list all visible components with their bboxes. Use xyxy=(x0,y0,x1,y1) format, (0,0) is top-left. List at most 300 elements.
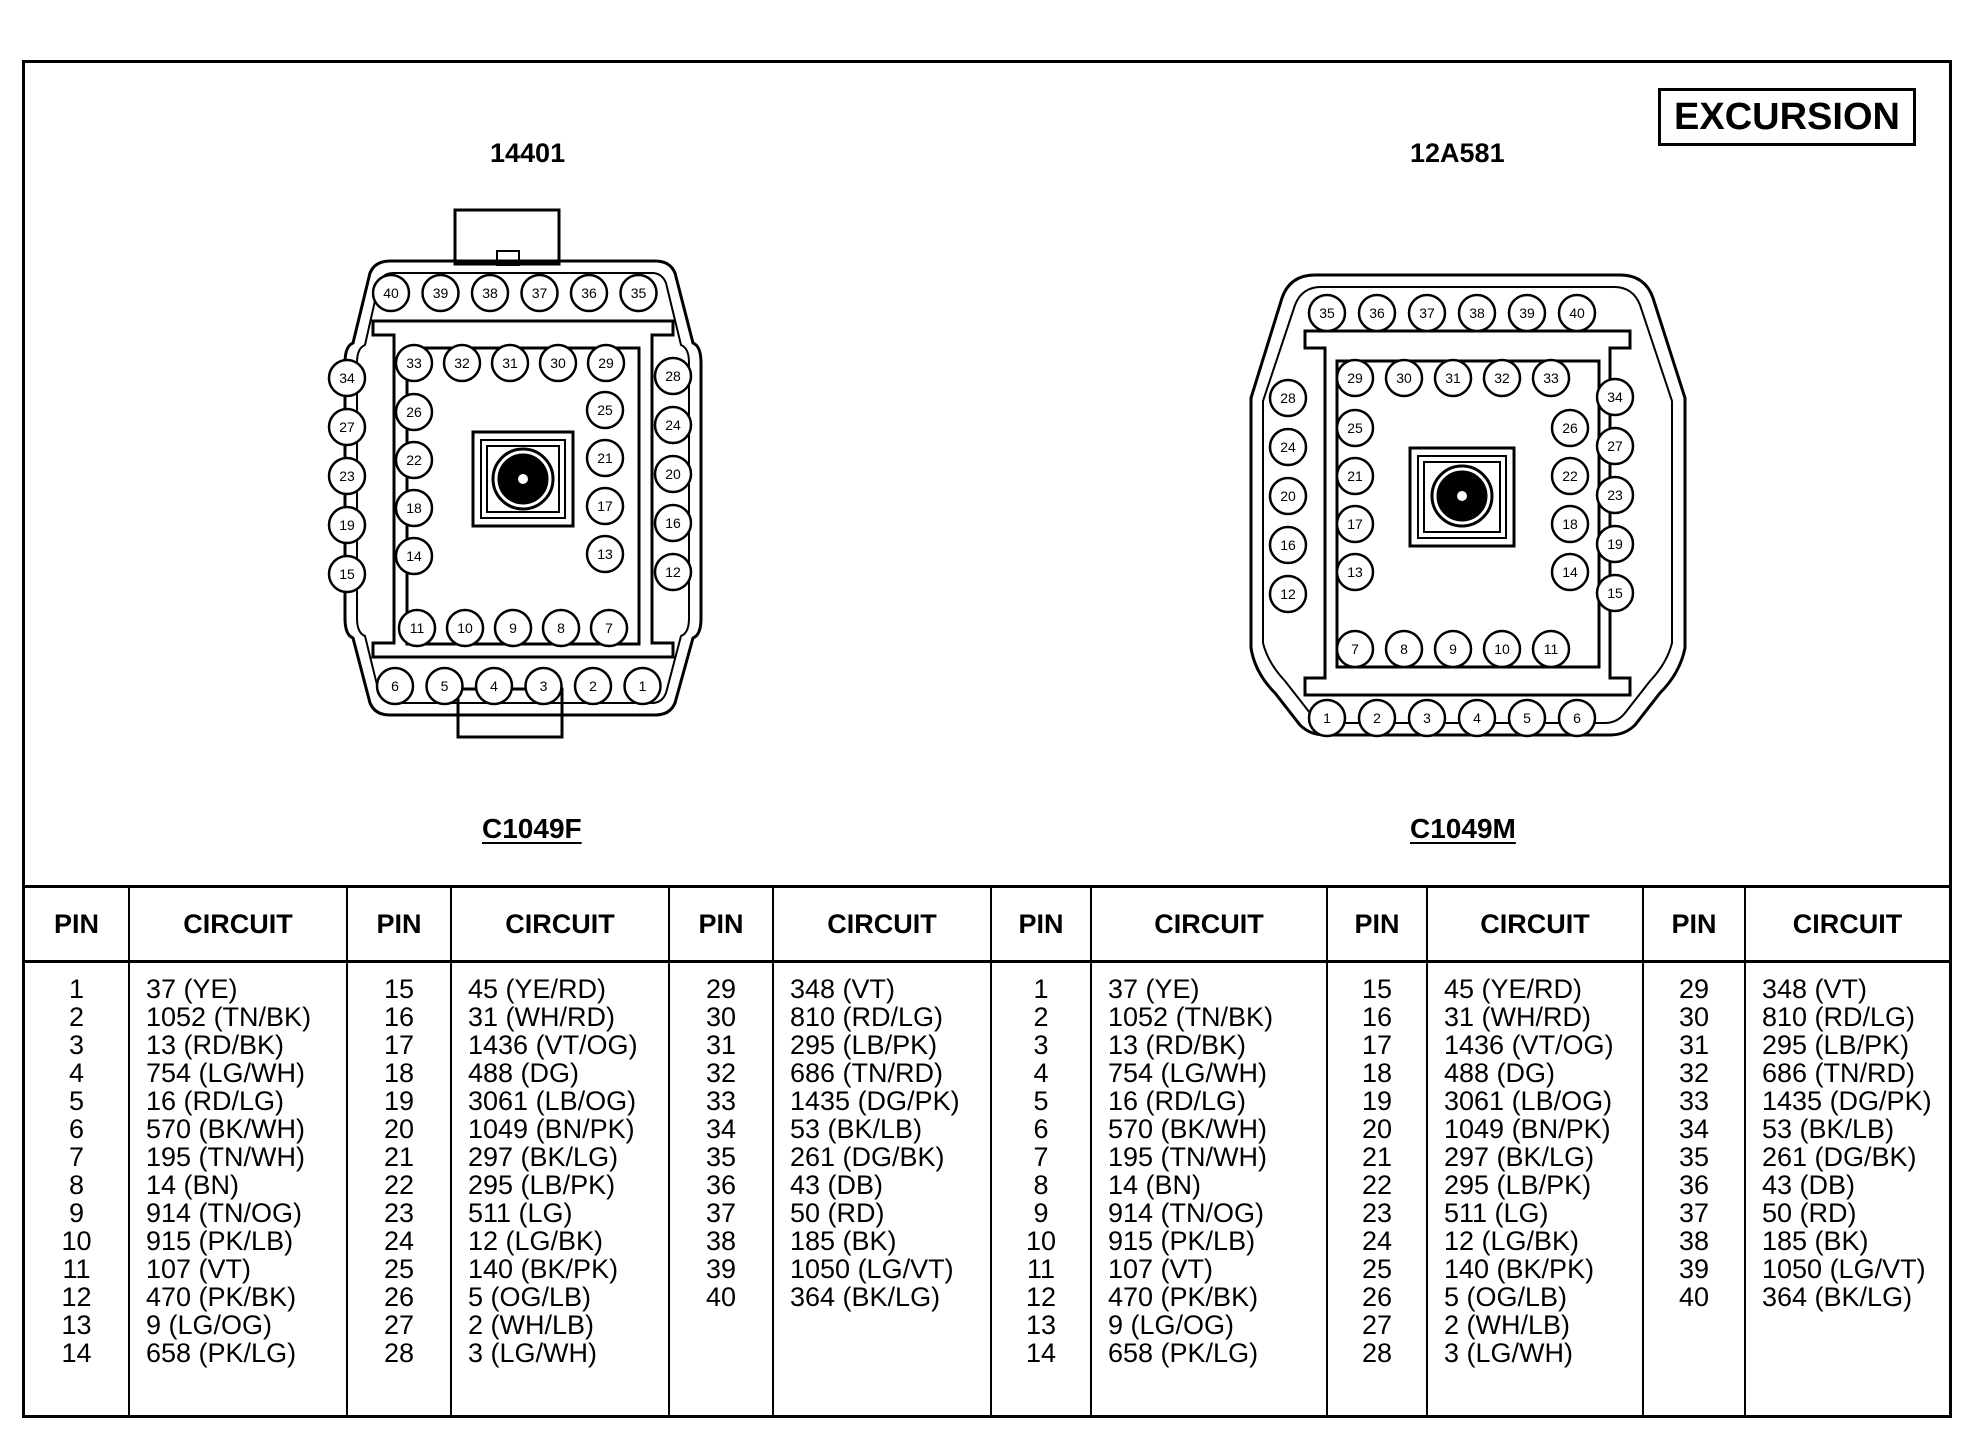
pin-circle xyxy=(588,345,624,381)
pin-number: 23 xyxy=(1361,1198,1393,1228)
pin-label: 29 xyxy=(1347,370,1363,386)
pin-circle xyxy=(1559,700,1595,736)
circuit-value: 50 (RD) xyxy=(790,1198,885,1228)
pin-circle xyxy=(1309,295,1345,331)
pin-label: 37 xyxy=(1419,305,1435,321)
pin-label: 31 xyxy=(1445,370,1461,386)
pin-label: 40 xyxy=(1569,305,1585,321)
pin-circle xyxy=(373,275,409,311)
pin-number: 17 xyxy=(383,1030,415,1060)
circuit-value: 1436 (VT/OG) xyxy=(468,1030,638,1060)
pin-label: 14 xyxy=(406,548,422,564)
pin-label: 38 xyxy=(482,285,498,301)
pin-number: 7 xyxy=(1033,1142,1049,1172)
circuit-value: 570 (BK/WH) xyxy=(1108,1114,1268,1144)
pin-label: 21 xyxy=(597,450,613,466)
pin-circle xyxy=(1597,428,1633,464)
pin-label: 34 xyxy=(1607,389,1623,405)
circuit-value: 9 (LG/OG) xyxy=(146,1310,273,1340)
pin-number: 32 xyxy=(1678,1058,1710,1088)
circuit-value: 14 (BN) xyxy=(1108,1170,1202,1200)
pin-number: 22 xyxy=(383,1170,415,1200)
pin-circle xyxy=(423,275,459,311)
pin-circle xyxy=(329,409,365,445)
pin-label: 13 xyxy=(597,546,613,562)
pin-number: 32 xyxy=(705,1058,737,1088)
pin-label: 14 xyxy=(1562,564,1578,580)
pin-number: 27 xyxy=(1361,1310,1393,1340)
pin-label: 35 xyxy=(1319,305,1335,321)
pin-number: 20 xyxy=(383,1114,415,1144)
pin-circle xyxy=(591,610,627,646)
circuit-value: 754 (LG/WH) xyxy=(1108,1058,1268,1088)
header-pin: PIN xyxy=(991,887,1091,962)
pin-circle xyxy=(587,536,623,572)
pin-circle xyxy=(1337,458,1373,494)
pin-label: 17 xyxy=(597,498,613,514)
circuit-value: 810 (RD/LG) xyxy=(790,1002,944,1032)
pin-label: 21 xyxy=(1347,468,1363,484)
pin-number: 8 xyxy=(68,1170,85,1200)
circuit-value: 9 (LG/OG) xyxy=(1108,1310,1235,1340)
pin-label: 7 xyxy=(605,620,613,636)
pin-number: 39 xyxy=(1678,1254,1710,1284)
circuit-value: 364 (BK/LG) xyxy=(1762,1282,1913,1312)
pin-circle xyxy=(1552,506,1588,542)
pin-circle xyxy=(540,345,576,381)
table-header-row xyxy=(25,887,1949,962)
pin-number: 37 xyxy=(705,1198,737,1228)
circuit-value: 295 (LB/PK) xyxy=(1762,1030,1910,1060)
circuit-value: 488 (DG) xyxy=(468,1058,580,1088)
pin-label: 24 xyxy=(665,417,681,433)
circuit-value: 1050 (LG/VT) xyxy=(1762,1254,1926,1284)
pin-label: 34 xyxy=(339,370,355,386)
circuit-value: 570 (BK/WH) xyxy=(146,1114,306,1144)
header-circuit: CIRCUIT xyxy=(1091,887,1327,962)
header-pin: PIN xyxy=(1643,887,1745,962)
table-body-row xyxy=(25,962,1949,1416)
pin-number: 31 xyxy=(705,1030,737,1060)
pin-label: 36 xyxy=(581,285,597,301)
pin-circle xyxy=(1309,700,1345,736)
pin-number: 37 xyxy=(1678,1198,1710,1228)
pin-number: 11 xyxy=(1026,1254,1056,1284)
pin-label: 3 xyxy=(539,678,548,694)
pin-number: 13 xyxy=(61,1310,92,1340)
pin-number: 10 xyxy=(1025,1226,1057,1256)
pin-number: 9 xyxy=(1033,1198,1049,1228)
pin-number: 38 xyxy=(705,1226,737,1256)
header-circuit: CIRCUIT xyxy=(1427,887,1643,962)
pin-circle xyxy=(1459,700,1495,736)
pin-number: 33 xyxy=(1678,1086,1710,1116)
pin-number: 36 xyxy=(1678,1170,1710,1200)
pin-circle xyxy=(655,358,691,394)
pin-label: 12 xyxy=(665,564,681,580)
circuit-value: 2 (WH/LB) xyxy=(1444,1310,1571,1340)
pin-label: 1 xyxy=(1323,710,1331,726)
pin-circle xyxy=(427,668,463,704)
pin-label: 22 xyxy=(406,452,422,468)
circuit-value: 12 (LG/BK) xyxy=(468,1226,604,1256)
pin-number: 18 xyxy=(1361,1058,1393,1088)
connector-diagram-area xyxy=(25,63,1949,885)
circuit-value: 43 (DB) xyxy=(1762,1170,1856,1200)
pin-label: 33 xyxy=(1543,370,1559,386)
pin-label: 40 xyxy=(383,285,399,301)
pin-circle xyxy=(526,668,562,704)
pin-circle xyxy=(447,610,483,646)
diagram-frame xyxy=(22,60,1952,1418)
pin-number: 18 xyxy=(383,1058,415,1088)
connector-drawing xyxy=(25,63,1949,885)
circuit-value: 810 (RD/LG) xyxy=(1762,1002,1916,1032)
pin-circle xyxy=(522,275,558,311)
pin-label: 20 xyxy=(1280,488,1296,504)
circuit-value: 1435 (DG/PK) xyxy=(790,1086,960,1116)
pin-circle xyxy=(495,610,531,646)
pin-circle xyxy=(396,490,432,526)
pin-column xyxy=(25,962,129,1416)
pin-number: 21 xyxy=(383,1142,415,1172)
pin-number: 24 xyxy=(383,1226,415,1256)
pin-circle xyxy=(1533,631,1569,667)
pin-number: 6 xyxy=(1033,1114,1049,1144)
circuit-value: 185 (BK) xyxy=(1762,1226,1869,1256)
pin-number: 26 xyxy=(383,1282,415,1312)
pin-circle xyxy=(1337,360,1373,396)
circuit-value: 686 (TN/RD) xyxy=(790,1058,944,1088)
circuit-value: 195 (TN/WH) xyxy=(146,1142,306,1172)
circuit-value: 915 (PK/LB) xyxy=(146,1226,294,1256)
pin-label: 1 xyxy=(638,678,647,694)
circuit-value: 53 (BK/LB) xyxy=(790,1114,923,1144)
pin-circle xyxy=(655,554,691,590)
pin-label: 13 xyxy=(1347,564,1363,580)
pin-label: 33 xyxy=(406,355,422,371)
pin-column xyxy=(347,962,451,1416)
pin-number: 10 xyxy=(61,1226,92,1256)
header-circuit: CIRCUIT xyxy=(1745,887,1949,962)
header-circuit: CIRCUIT xyxy=(129,887,347,962)
pin-number: 34 xyxy=(1678,1114,1710,1144)
circuit-value: 2 (WH/LB) xyxy=(468,1310,595,1340)
circuit-value: 16 (RD/LG) xyxy=(146,1086,285,1116)
pin-label: 27 xyxy=(339,419,355,435)
circuit-value: 1050 (LG/VT) xyxy=(790,1254,954,1284)
pin-label: 28 xyxy=(665,368,681,384)
connector-name-left: C1049F xyxy=(482,813,582,844)
pin-number: 33 xyxy=(705,1086,737,1116)
pin-label: 30 xyxy=(1396,370,1412,386)
pin-label: 3 xyxy=(1423,710,1431,726)
pin-circle xyxy=(492,345,528,381)
pin-number: 38 xyxy=(1678,1226,1710,1256)
pin-number: 26 xyxy=(1361,1282,1393,1312)
pin-number: 3 xyxy=(1033,1030,1049,1060)
pin-label: 22 xyxy=(1562,468,1578,484)
pin-label: 26 xyxy=(406,404,422,420)
circuit-value: 3061 (LB/OG) xyxy=(468,1086,637,1116)
pin-number: 2 xyxy=(1033,1002,1049,1032)
circuit-value: 37 (YE) xyxy=(146,974,238,1004)
circuit-value: 3 (LG/WH) xyxy=(468,1338,598,1368)
circuit-value: 43 (DB) xyxy=(790,1170,884,1200)
pin-number: 25 xyxy=(1361,1254,1393,1284)
circuit-value: 297 (BK/LG) xyxy=(468,1142,619,1172)
pin-label: 35 xyxy=(630,285,647,301)
pin-number: 1 xyxy=(68,974,85,1004)
circuit-column xyxy=(1745,962,1949,1416)
circuit-value: 1436 (VT/OG) xyxy=(1444,1030,1614,1060)
pin-label: 8 xyxy=(557,620,565,636)
pin-number: 14 xyxy=(1025,1338,1057,1368)
pin-circle xyxy=(1386,631,1422,667)
pin-number: 5 xyxy=(1033,1086,1049,1116)
pin-circle xyxy=(1270,478,1306,514)
circuit-value: 3061 (LB/OG) xyxy=(1444,1086,1613,1116)
pin-number: 36 xyxy=(705,1170,737,1200)
pin-circle xyxy=(396,442,432,478)
pin-number: 28 xyxy=(383,1338,415,1368)
pin-number: 16 xyxy=(383,1002,415,1032)
pin-number: 40 xyxy=(705,1282,737,1312)
header-pin: PIN xyxy=(25,887,129,962)
circuit-value: 5 (OG/LB) xyxy=(1444,1282,1568,1312)
circuit-value: 348 (VT) xyxy=(790,974,896,1004)
pin-label: 11 xyxy=(409,620,425,636)
circuit-value: 1052 (TN/BK) xyxy=(146,1002,312,1032)
pin-circle xyxy=(444,345,480,381)
pin-label: 37 xyxy=(531,285,548,301)
pin-circle xyxy=(1484,360,1520,396)
pin-circle xyxy=(655,407,691,443)
circuit-column xyxy=(451,962,669,1416)
pin-number: 35 xyxy=(1678,1142,1710,1172)
circuit-value: 914 (TN/OG) xyxy=(1108,1198,1265,1228)
pin-circle xyxy=(655,505,691,541)
pin-label: 30 xyxy=(550,355,566,371)
pin-number: 27 xyxy=(383,1310,415,1340)
pin-circle xyxy=(1386,360,1422,396)
circuit-value: 1435 (DG/PK) xyxy=(1762,1086,1932,1116)
pin-label: 38 xyxy=(1469,305,1485,321)
circuit-value: 5 (OG/LB) xyxy=(468,1282,592,1312)
pin-label: 2 xyxy=(589,678,597,694)
pin-number: 34 xyxy=(705,1114,737,1144)
pin-number: 17 xyxy=(1361,1030,1393,1060)
pin-number: 22 xyxy=(1361,1170,1393,1200)
pin-circle xyxy=(587,440,623,476)
pin-circle xyxy=(655,456,691,492)
pin-label: 5 xyxy=(440,678,449,694)
circuit-value: 915 (PK/LB) xyxy=(1108,1226,1256,1256)
pin-column xyxy=(1327,962,1427,1416)
pin-circle xyxy=(1552,554,1588,590)
pin-number: 25 xyxy=(383,1254,415,1284)
pin-label: 32 xyxy=(454,355,470,371)
pin-circle xyxy=(1552,410,1588,446)
circuit-value: 16 (RD/LG) xyxy=(1108,1086,1247,1116)
pin-label: 16 xyxy=(665,515,681,531)
pin-circle xyxy=(1509,700,1545,736)
pin-circle xyxy=(587,488,623,524)
pin-label: 19 xyxy=(1607,536,1623,552)
pin-circle xyxy=(1359,295,1395,331)
pin-label: 17 xyxy=(1347,516,1363,532)
circuit-value: 107 (VT) xyxy=(1108,1254,1214,1284)
circuit-value: 295 (LB/PK) xyxy=(1444,1170,1592,1200)
header-pin: PIN xyxy=(669,887,773,962)
pin-label: 6 xyxy=(1573,710,1581,726)
pin-label: 25 xyxy=(597,402,613,418)
pin-number: 35 xyxy=(705,1142,737,1172)
circuit-column xyxy=(1091,962,1327,1416)
pin-circle xyxy=(1409,295,1445,331)
pin-circle xyxy=(396,394,432,430)
pin-label: 39 xyxy=(432,285,449,301)
pin-circle xyxy=(1270,576,1306,612)
pin-label: 12 xyxy=(1280,586,1296,602)
pin-number: 23 xyxy=(383,1198,415,1228)
pin-number: 16 xyxy=(1361,1002,1393,1032)
pin-label: 7 xyxy=(1351,641,1359,657)
pin-number: 39 xyxy=(705,1254,737,1284)
pin-circle xyxy=(1597,379,1633,415)
pin-label: 5 xyxy=(1523,710,1531,726)
circuit-value: 261 (DG/BK) xyxy=(790,1142,945,1172)
pin-circle xyxy=(1484,631,1520,667)
circuit-value: 31 (WH/RD) xyxy=(468,1002,615,1032)
pin-label: 28 xyxy=(1280,390,1296,406)
pin-label: 6 xyxy=(391,678,399,694)
pin-circle xyxy=(396,345,432,381)
circuit-value: 261 (DG/BK) xyxy=(1762,1142,1917,1172)
circuit-value: 12 (LG/BK) xyxy=(1444,1226,1580,1256)
circuit-value: 295 (LB/PK) xyxy=(468,1170,616,1200)
pin-circle xyxy=(476,668,512,704)
pin-number: 5 xyxy=(68,1086,85,1116)
pin-number: 40 xyxy=(1678,1282,1710,1312)
pin-number: 11 xyxy=(62,1254,91,1284)
circuit-value: 348 (VT) xyxy=(1762,974,1868,1004)
pin-number: 15 xyxy=(383,974,415,1004)
pin-circle xyxy=(1270,527,1306,563)
circuit-value: 658 (PK/LG) xyxy=(146,1338,297,1368)
circuit-value: 14 (BN) xyxy=(146,1170,240,1200)
pin-circle xyxy=(472,275,508,311)
circuit-value: 31 (WH/RD) xyxy=(1444,1002,1591,1032)
pin-circle xyxy=(1270,380,1306,416)
part-number-left: 14401 xyxy=(490,138,566,168)
pin-number: 21 xyxy=(1361,1142,1393,1172)
circuit-value: 511 (LG) xyxy=(1444,1198,1549,1228)
header-circuit: CIRCUIT xyxy=(451,887,669,962)
pin-number: 14 xyxy=(61,1338,92,1368)
pin-column xyxy=(669,962,773,1416)
pin-number: 6 xyxy=(68,1114,85,1144)
pin-label: 25 xyxy=(1347,420,1363,436)
pin-circle xyxy=(1270,429,1306,465)
pin-circle xyxy=(571,275,607,311)
pin-circle xyxy=(1552,458,1588,494)
pin-label: 23 xyxy=(1607,487,1623,503)
vehicle-badge: EXCURSION xyxy=(1658,88,1916,146)
pin-circle xyxy=(1359,700,1395,736)
pin-number: 24 xyxy=(1361,1226,1393,1256)
pin-number: 12 xyxy=(61,1282,92,1312)
pin-column xyxy=(991,962,1091,1416)
pin-number: 12 xyxy=(1025,1282,1057,1312)
circuit-value: 686 (TN/RD) xyxy=(1762,1058,1916,1088)
circuit-value: 364 (BK/LG) xyxy=(790,1282,941,1312)
pin-circle xyxy=(329,360,365,396)
pin-circle xyxy=(575,668,611,704)
circuit-value: 511 (LG) xyxy=(468,1198,573,1228)
pin-number: 31 xyxy=(1678,1030,1710,1060)
pin-number: 9 xyxy=(68,1198,85,1228)
pin-label: 27 xyxy=(1607,438,1623,454)
pin-circle xyxy=(329,507,365,543)
circuit-value: 488 (DG) xyxy=(1444,1058,1556,1088)
part-number-right: 12A581 xyxy=(1410,138,1505,168)
circuit-value: 658 (PK/LG) xyxy=(1108,1338,1259,1368)
circuit-value: 140 (BK/PK) xyxy=(1444,1254,1595,1284)
pin-circle xyxy=(1337,410,1373,446)
pin-label: 20 xyxy=(665,466,681,482)
circuit-value: 107 (VT) xyxy=(146,1254,252,1284)
pin-circle xyxy=(587,392,623,428)
circuit-column xyxy=(129,962,347,1416)
circuit-value: 3 (LG/WH) xyxy=(1444,1338,1574,1368)
pin-circle xyxy=(1597,526,1633,562)
pin-label: 32 xyxy=(1494,370,1510,386)
pin-circle xyxy=(1409,700,1445,736)
circuit-value: 1049 (BN/PK) xyxy=(468,1114,635,1144)
circuit-column xyxy=(773,962,991,1416)
pin-number: 28 xyxy=(1361,1338,1393,1368)
circuit-value: 470 (PK/BK) xyxy=(1108,1282,1259,1312)
pin-label: 19 xyxy=(339,517,355,533)
pin-number: 29 xyxy=(1678,974,1710,1004)
pin-label: 15 xyxy=(1607,585,1623,601)
pin-circle xyxy=(1559,295,1595,331)
pin-number: 4 xyxy=(68,1058,85,1088)
pin-circle xyxy=(1597,575,1633,611)
pin-label: 9 xyxy=(1449,641,1457,657)
circuit-value: 754 (LG/WH) xyxy=(146,1058,306,1088)
circuit-value: 53 (BK/LB) xyxy=(1762,1114,1895,1144)
pin-number: 20 xyxy=(1361,1114,1393,1144)
pin-column xyxy=(1643,962,1745,1416)
circuit-value: 13 (RD/BK) xyxy=(146,1030,285,1060)
pin-circle xyxy=(1435,360,1471,396)
pin-circle xyxy=(396,538,432,574)
pin-label: 31 xyxy=(502,355,518,371)
pin-label: 10 xyxy=(457,620,473,636)
circuit-value: 470 (PK/BK) xyxy=(146,1282,297,1312)
circuit-value: 45 (YE/RD) xyxy=(468,974,607,1004)
connector-name-right: C1049M xyxy=(1410,813,1516,844)
pin-circle xyxy=(399,610,435,646)
pin-number: 2 xyxy=(68,1002,85,1032)
header-circuit: CIRCUIT xyxy=(773,887,991,962)
pin-number: 19 xyxy=(1361,1086,1393,1116)
pin-number: 13 xyxy=(1025,1310,1057,1340)
pin-label: 39 xyxy=(1519,305,1535,321)
pin-number: 15 xyxy=(1361,974,1393,1004)
